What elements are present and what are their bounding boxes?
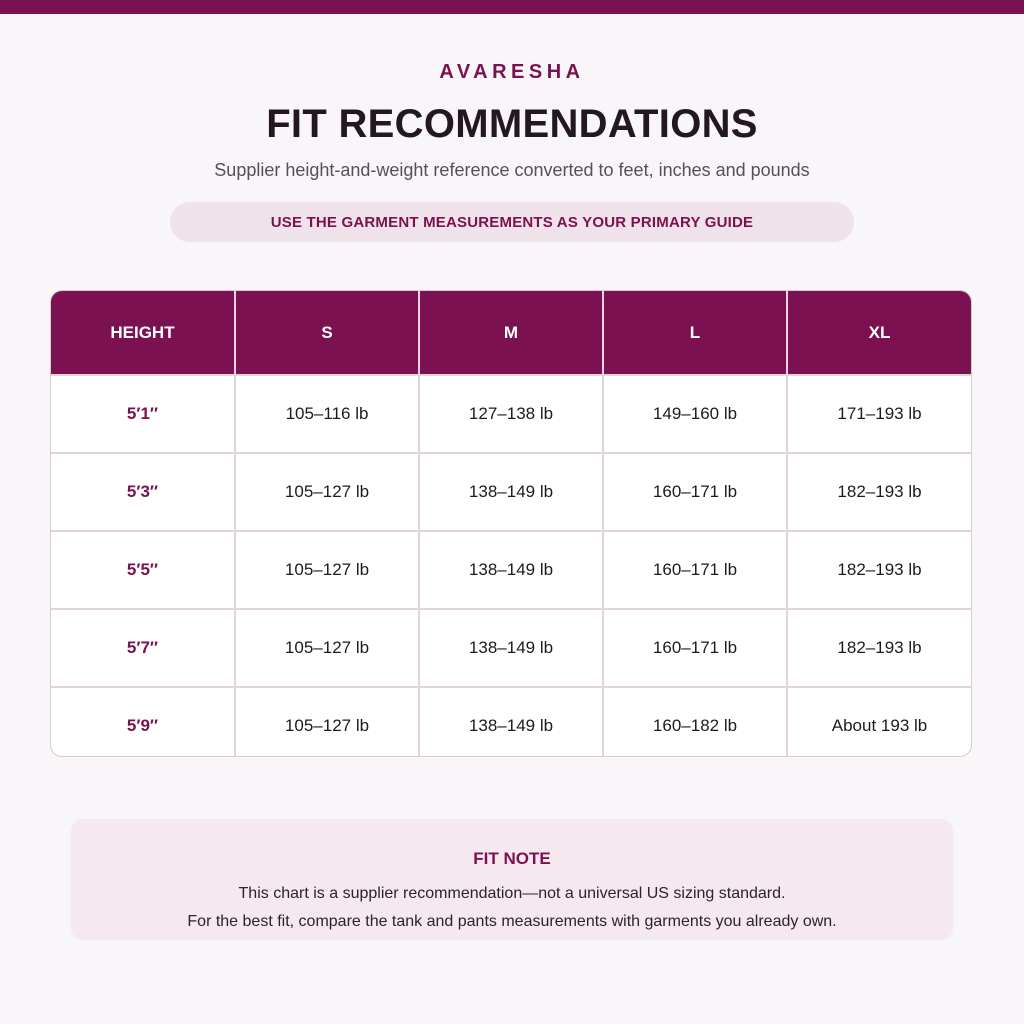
weight-cell: 160–171 lb	[603, 453, 787, 531]
weight-cell: About 193 lb	[787, 687, 971, 757]
weight-cell: 105–127 lb	[235, 531, 419, 609]
height-cell: 5′5″	[51, 531, 235, 609]
fit-note-panel	[71, 819, 953, 940]
table-row	[51, 531, 971, 609]
table-row	[51, 453, 971, 531]
top-accent-bar	[0, 0, 1024, 14]
height-cell: 5′9″	[51, 687, 235, 757]
brand-name: AVARESHA	[439, 61, 585, 83]
weight-cell: 138–149 lb	[419, 609, 603, 687]
page-subtitle: Supplier height-and-weight reference converted to feet, inches and pounds	[214, 160, 810, 180]
weight-cell: 105–127 lb	[235, 687, 419, 757]
height-cell: 5′3″	[51, 453, 235, 531]
height-cell: 5′7″	[51, 609, 235, 687]
primary-guide-banner: USE THE GARMENT MEASUREMENTS AS YOUR PRIMARY GUIDE	[170, 202, 854, 242]
weight-cell: 182–193 lb	[787, 453, 971, 531]
fit-note-line: For the best fit, compare the tank and pants measurements with garments you already own.	[187, 913, 837, 930]
table-row	[51, 609, 971, 687]
fit-note-title: FIT NOTE	[473, 849, 551, 868]
weight-cell: 160–182 lb	[603, 687, 787, 757]
weight-cell: 160–171 lb	[603, 609, 787, 687]
header-height: HEIGHT	[51, 291, 235, 375]
size-chart-table	[50, 290, 972, 757]
height-cell: 5′1″	[51, 375, 235, 453]
page-title: FIT RECOMMENDATIONS	[266, 102, 758, 146]
table-row	[51, 375, 971, 453]
weight-cell: 138–149 lb	[419, 453, 603, 531]
table-row	[51, 687, 971, 757]
table-header-row	[51, 291, 971, 375]
weight-cell: 171–193 lb	[787, 375, 971, 453]
header-size-l: L	[603, 291, 787, 375]
weight-cell: 105–127 lb	[235, 609, 419, 687]
weight-cell: 182–193 lb	[787, 609, 971, 687]
weight-cell: 138–149 lb	[419, 687, 603, 757]
weight-cell: 182–193 lb	[787, 531, 971, 609]
weight-cell: 160–171 lb	[603, 531, 787, 609]
weight-cell: 149–160 lb	[603, 375, 787, 453]
weight-cell: 127–138 lb	[419, 375, 603, 453]
weight-cell: 105–116 lb	[235, 375, 419, 453]
header-size-m: M	[419, 291, 603, 375]
weight-cell: 138–149 lb	[419, 531, 603, 609]
fit-note-line: This chart is a supplier recommendation—not a universal US sizing standard.	[238, 885, 786, 902]
weight-cell: 105–127 lb	[235, 453, 419, 531]
header-size-s: S	[235, 291, 419, 375]
header-size-xl: XL	[787, 291, 971, 375]
